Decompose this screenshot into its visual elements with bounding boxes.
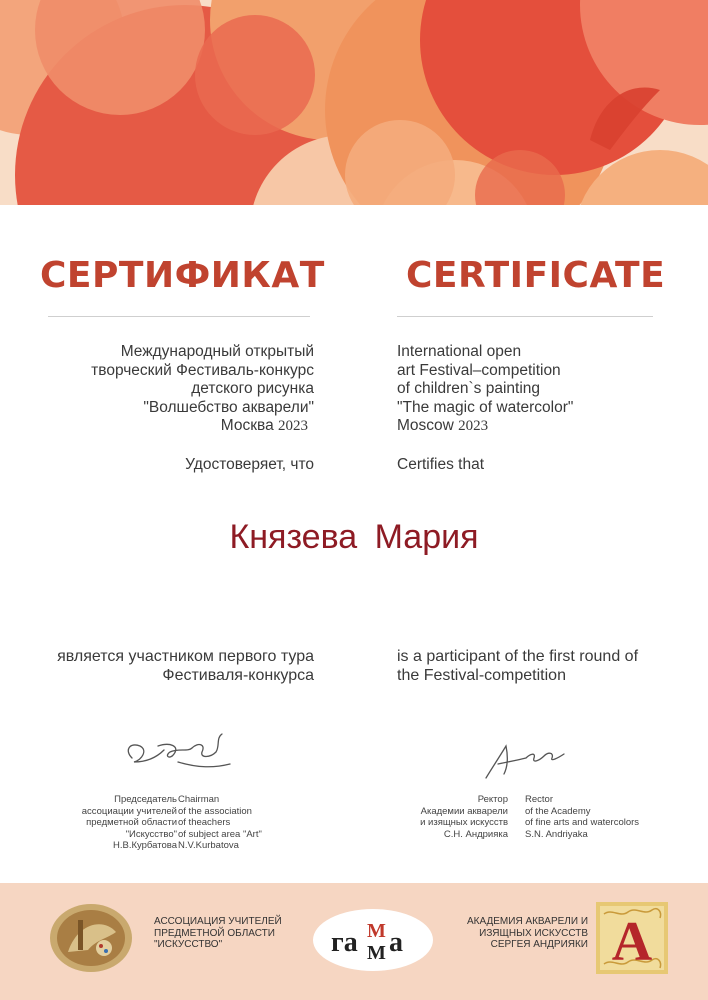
signatory-right-en: Rector of the Academy of fine arts and watercolors S.N. Andriyaka xyxy=(525,794,640,840)
signatory-left-en: Chairman of the association of theachers of subject area "Art" N.V.Kurbatova xyxy=(178,794,262,851)
academy-name: АКАДЕМИЯ АКВАРЕЛИ И ИЗЯЩНЫХ ИСКУССТВ СЕРГЕЯ АНДРИЯКИ xyxy=(466,916,588,950)
festival-description-en: International open art Festival–competition of children`s painting "The magic of watercolor" Moscow 2023 xyxy=(397,343,574,434)
association-emblem xyxy=(48,902,134,974)
certificate-title-ru: СЕРТИФИКАТ xyxy=(40,255,325,296)
svg-text:М: М xyxy=(367,920,386,942)
association-name: АССОЦИАЦИЯ УЧИТЕЛЕЙ ПРЕДМЕТНОЙ ОБЛАСТИ "ИСКУССТВО" xyxy=(154,916,282,950)
svg-text:га: га xyxy=(331,927,358,958)
svg-text:а: а xyxy=(389,927,403,958)
title-divider-en xyxy=(397,316,653,317)
svg-text:А: А xyxy=(611,911,653,973)
festival-description-ru: Международный открытый творческий Фестиваль-конкурс детского рисунка "Волшебство акварели" Москва 2023 xyxy=(91,343,314,434)
participation-text-en: is a participant of the first round of the Festival-competition xyxy=(397,648,639,684)
signatory-right-ru: Ректор Академии акварели и изящных искусств С.Н. Андрияка xyxy=(420,794,508,840)
header-artwork xyxy=(0,0,708,205)
academy-monogram-logo xyxy=(596,902,668,974)
participation-text-ru: является участником первого тура Фестиваля-конкурса xyxy=(57,648,314,684)
gamma-logo xyxy=(311,907,435,973)
certifies-text-en: Certifies that xyxy=(397,456,485,473)
title-divider-ru xyxy=(48,316,310,317)
certifies-text-ru: Удостоверяет, что xyxy=(185,456,314,473)
svg-text:М: М xyxy=(367,942,386,964)
certificate-title-en: CERTIFICATE xyxy=(406,255,666,296)
signature-kurbatova xyxy=(118,728,238,776)
signatory-left-ru: Председатель ассоциации учителей предметной области "Искусство" Н.В.Курбатова xyxy=(81,794,177,851)
recipient-name: Князева Мария xyxy=(229,518,479,556)
signature-andriyaka xyxy=(478,738,568,784)
